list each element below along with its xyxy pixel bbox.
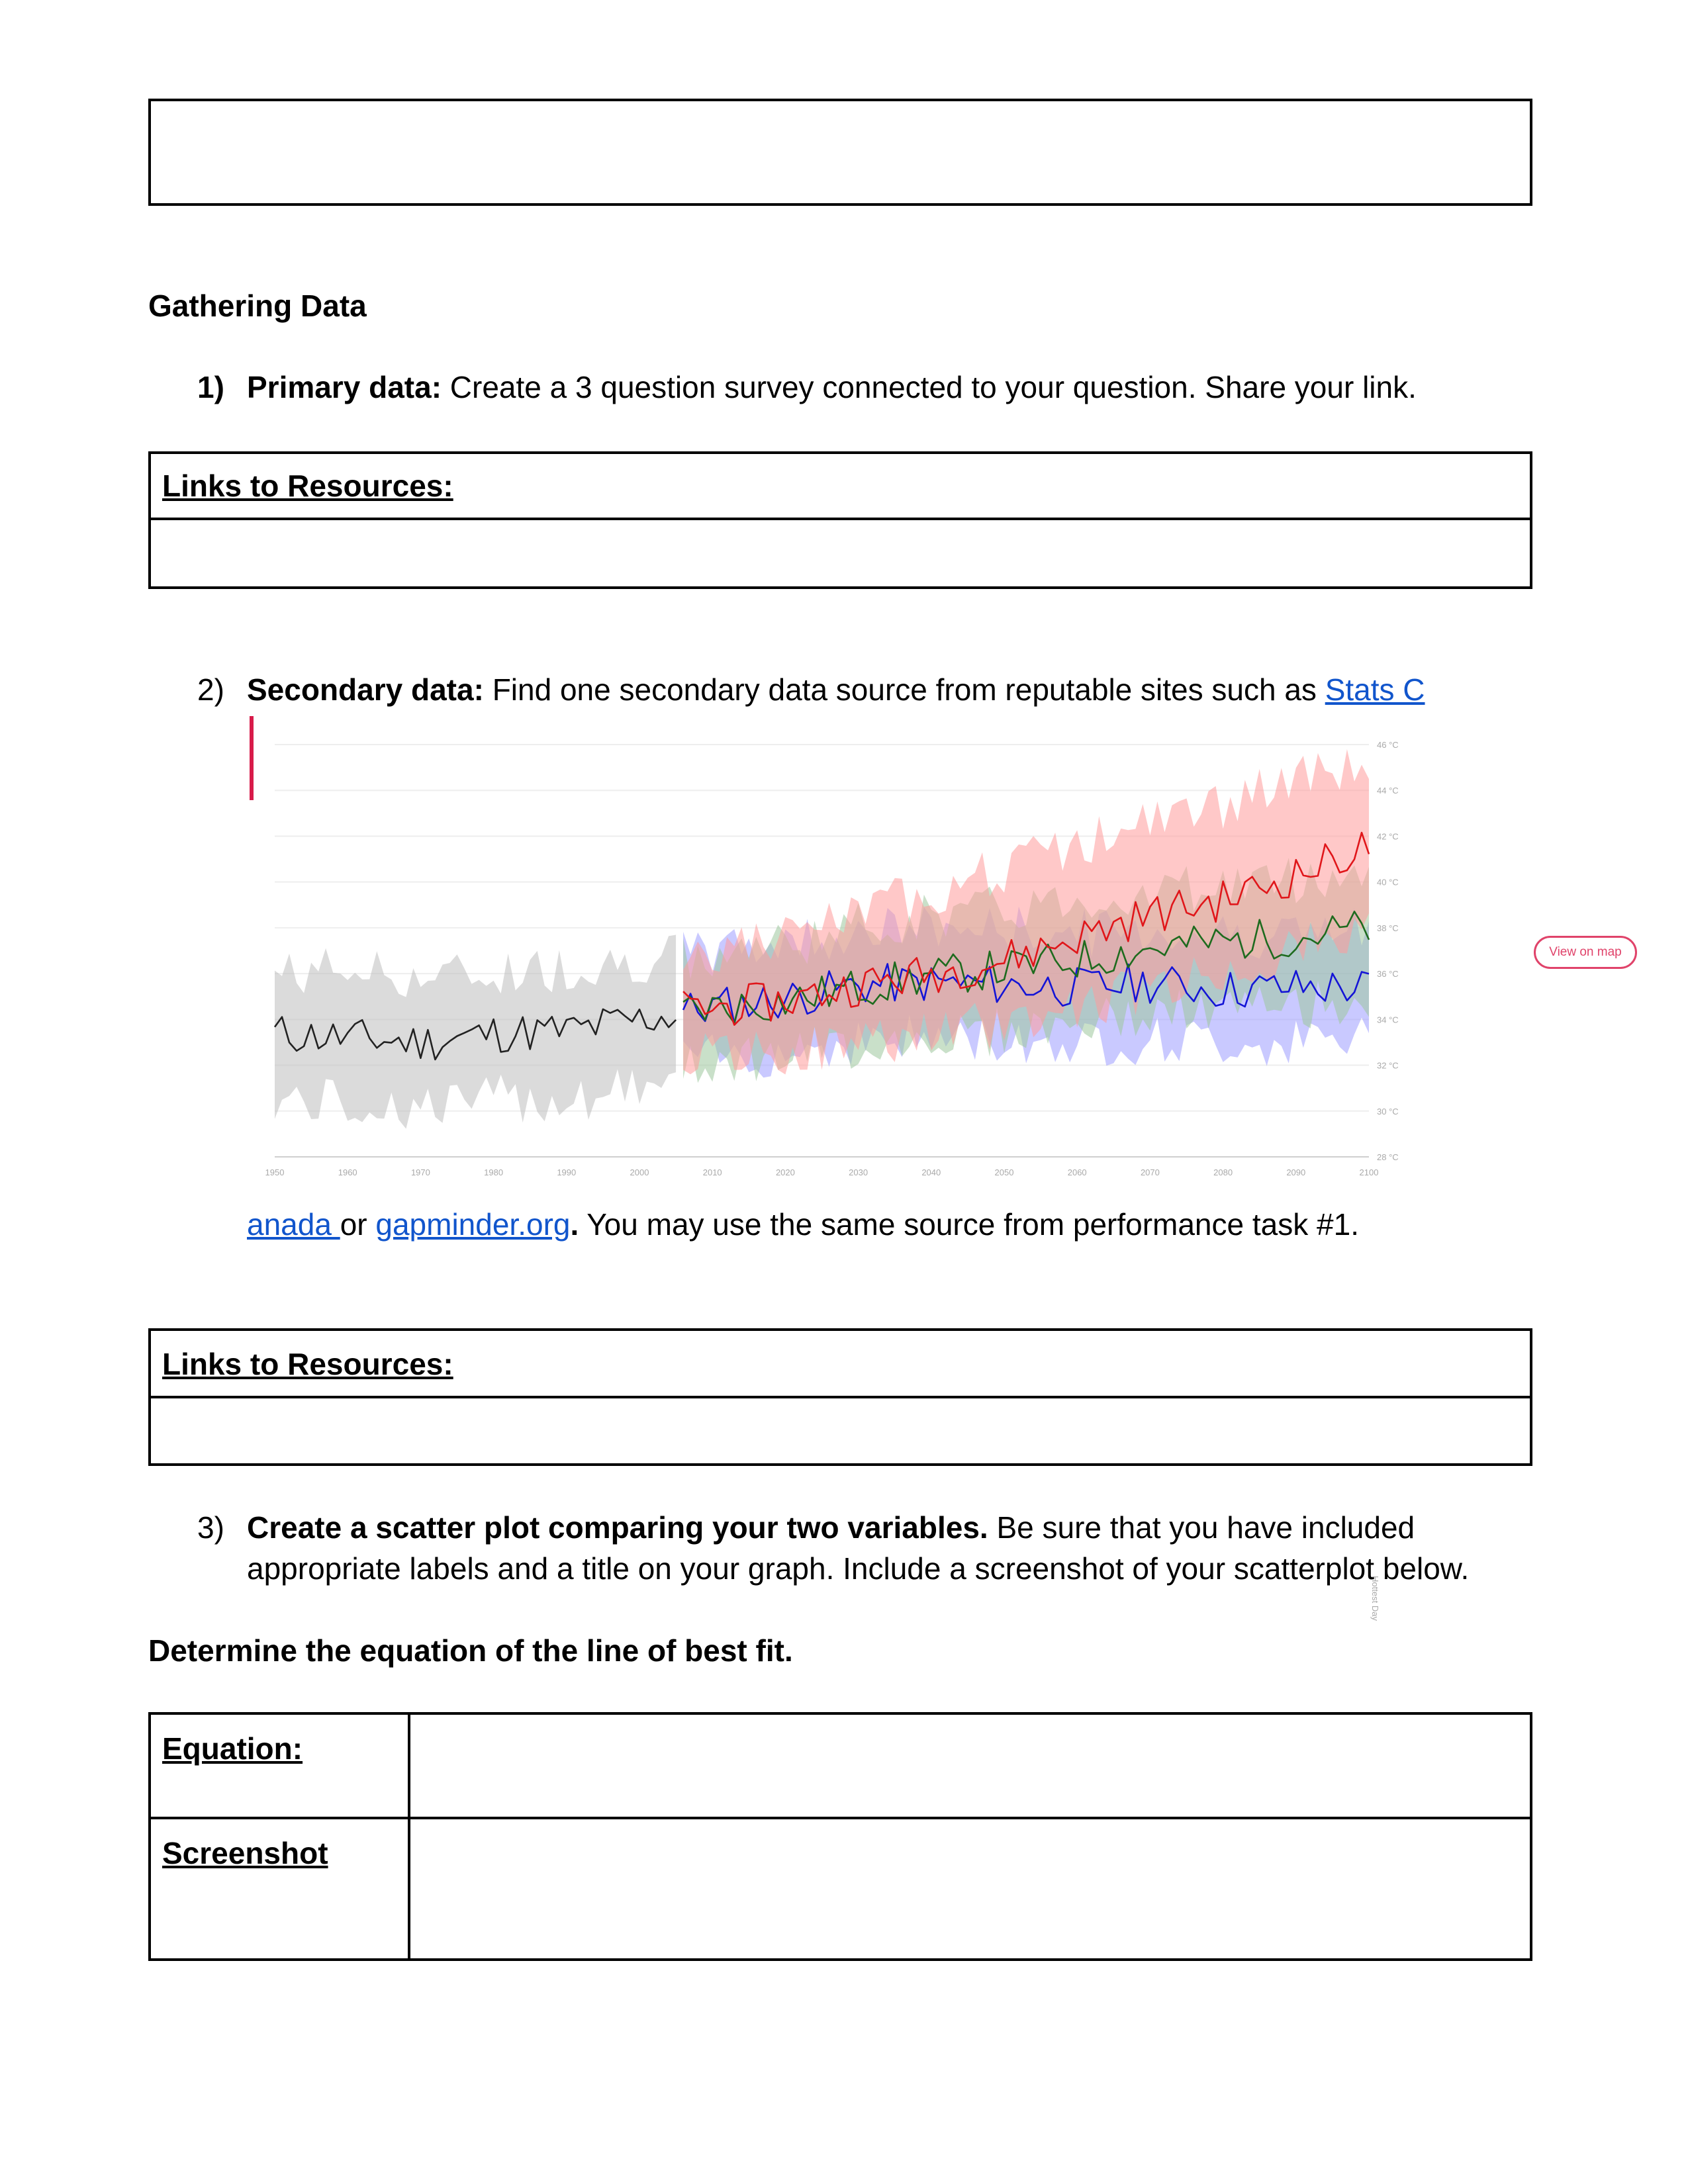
- x-tick-label: 1970: [410, 1167, 430, 1177]
- y-tick-label: 38 °C: [1377, 923, 1399, 933]
- stats-canada-link-part2[interactable]: anada: [247, 1207, 340, 1242]
- x-tick-label: 1990: [557, 1167, 577, 1177]
- links-table-2-header: Links to Resources:: [162, 1347, 453, 1381]
- q1-label: Primary data:: [247, 370, 442, 404]
- q3-text: Be sure that you have included: [996, 1510, 1415, 1545]
- chart-bands: [275, 749, 1369, 1129]
- x-tick-label: 2080: [1213, 1167, 1233, 1177]
- links-table-1-cell[interactable]: [151, 520, 1530, 586]
- y-tick-label: 42 °C: [1377, 831, 1399, 842]
- best-fit-title: Determine the equation of the line of best fit.: [148, 1633, 793, 1668]
- x-tick-label: 2070: [1140, 1167, 1160, 1177]
- x-tick-label: 2000: [630, 1167, 649, 1177]
- links-table-1-header: Links to Resources:: [162, 469, 453, 503]
- y-tick-label: 34 °C: [1377, 1015, 1399, 1025]
- y-tick-label: 30 °C: [1377, 1106, 1399, 1116]
- q2-label: Secondary data:: [247, 672, 484, 707]
- equation-cell[interactable]: [410, 1715, 1530, 1817]
- chart-y-ticks: [1377, 740, 1399, 1162]
- q2-text-line: [247, 671, 1425, 708]
- q3-number: 3): [197, 1510, 224, 1545]
- x-tick-label: 2020: [775, 1167, 795, 1177]
- x-tick-label: 2030: [849, 1167, 868, 1177]
- gapminder-link[interactable]: gapminder.org: [375, 1207, 571, 1242]
- y-tick-label: 32 °C: [1377, 1060, 1399, 1071]
- q2-text-after: You may use the same source from performance task #1.: [579, 1207, 1359, 1242]
- x-tick-label: 2100: [1359, 1167, 1379, 1177]
- y-tick-label: 36 °C: [1377, 969, 1399, 979]
- screenshot-label: Screenshot: [162, 1836, 328, 1870]
- x-tick-label: 2050: [994, 1167, 1014, 1177]
- y-tick-label: 44 °C: [1377, 786, 1399, 796]
- q1-text: Create a 3 question survey connected to your question. Share your link.: [449, 370, 1417, 404]
- q3-text-line: [247, 1509, 1415, 1546]
- q2-or: or: [340, 1207, 376, 1242]
- y-tick-label: 46 °C: [1377, 740, 1399, 750]
- y-tick-label: 40 °C: [1377, 877, 1399, 887]
- band-historical: [275, 935, 676, 1129]
- q2-number: 2): [197, 672, 224, 707]
- q3-text-line-2: appropriate labels and a title on your graph. Include a screenshot of your scatterplot below.: [247, 1551, 1470, 1586]
- screenshot-cell[interactable]: [410, 1819, 1530, 1958]
- x-tick-label: 2060: [1067, 1167, 1087, 1177]
- x-tick-label: 2040: [921, 1167, 941, 1177]
- q3-label: Create a scatter plot comparing your two variables.: [247, 1510, 988, 1545]
- equation-label: Equation:: [162, 1731, 303, 1766]
- q1-text-line: [247, 369, 1417, 406]
- chart-y-axis-label: Hottest Day: [1370, 1576, 1380, 1621]
- x-tick-label: 1950: [265, 1167, 285, 1177]
- section-title: Gathering Data: [148, 289, 367, 323]
- q1-number: 1): [197, 370, 224, 404]
- view-on-map-button[interactable]: View on map: [1534, 936, 1637, 969]
- chart-x-ticks: [265, 1167, 1379, 1177]
- x-tick-label: 1980: [484, 1167, 504, 1177]
- x-tick-label: 2090: [1286, 1167, 1306, 1177]
- q2-text: Find one secondary data source from reputable sites such as: [492, 672, 1325, 707]
- header-box: [148, 99, 1532, 206]
- stats-canada-link-part1[interactable]: Stats C: [1325, 672, 1425, 707]
- x-tick-label: 2010: [702, 1167, 722, 1177]
- q2-period: .: [570, 1207, 579, 1242]
- q2-text-line-2: [247, 1206, 1359, 1243]
- x-tick-label: 1960: [338, 1167, 357, 1177]
- links-table-2-cell[interactable]: [151, 1398, 1530, 1463]
- y-tick-label: 28 °C: [1377, 1152, 1399, 1162]
